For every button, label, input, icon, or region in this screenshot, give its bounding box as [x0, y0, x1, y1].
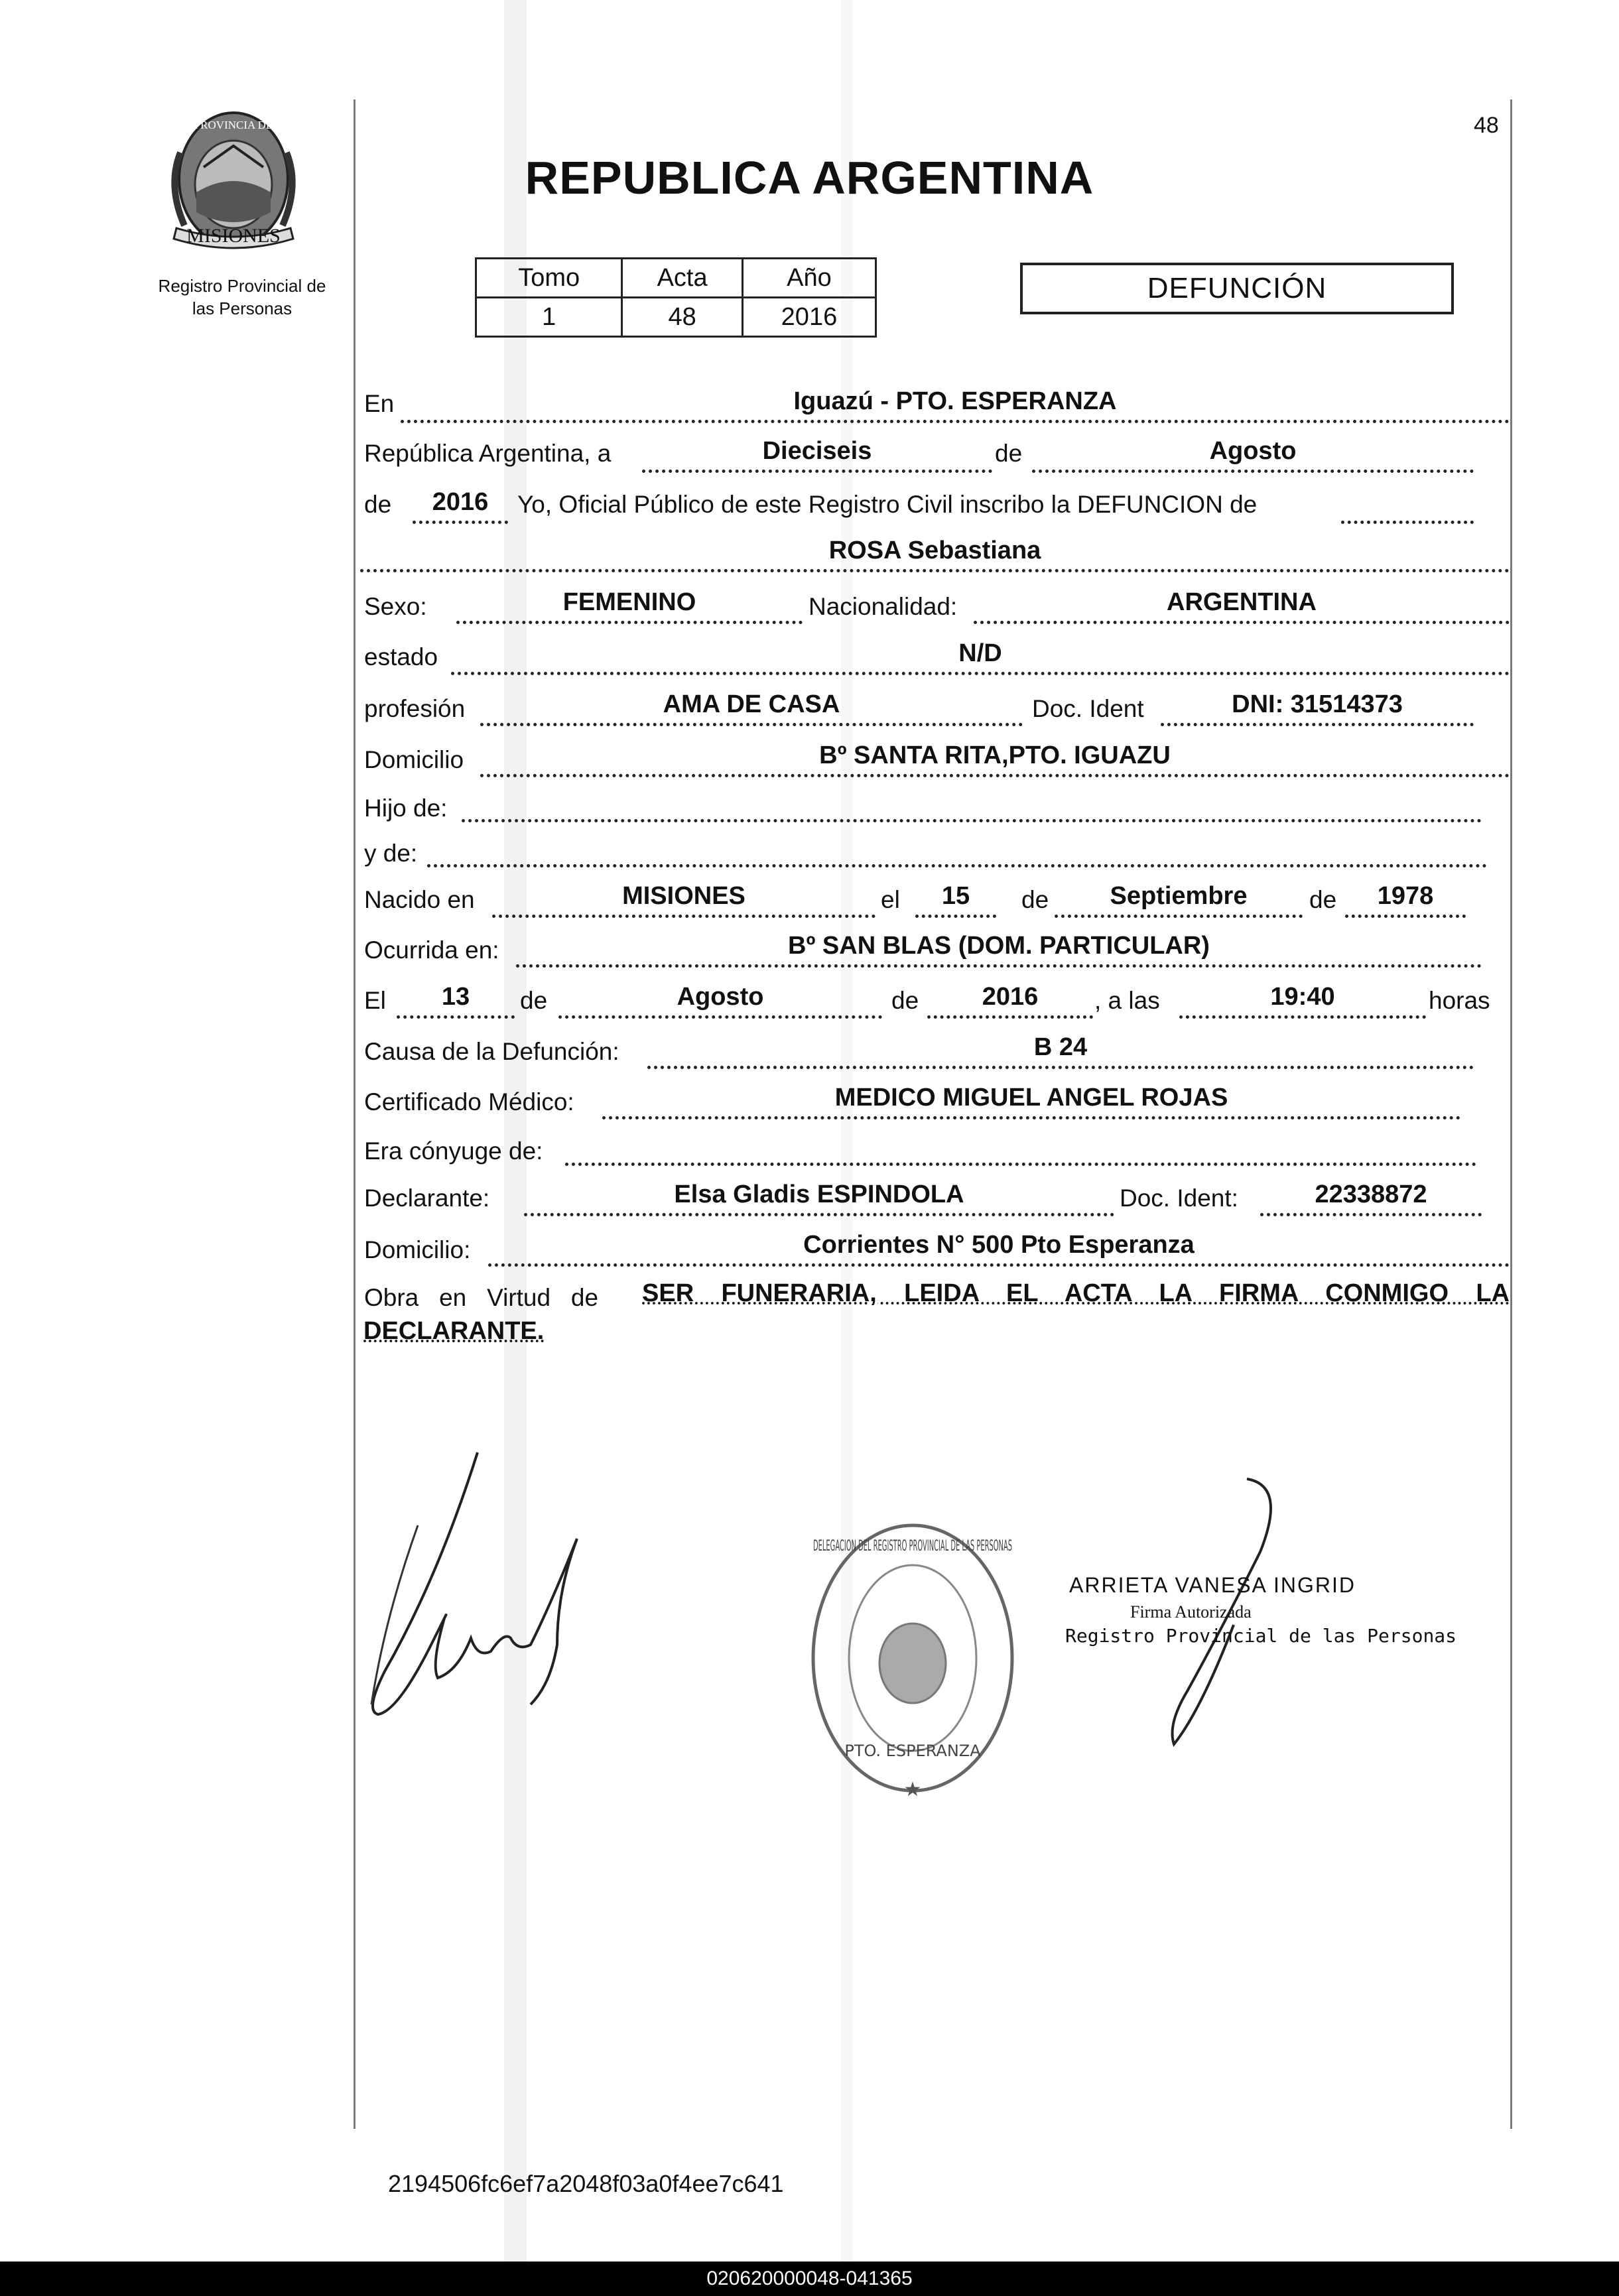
right-frame-line	[1510, 99, 1512, 2129]
doc-label: Doc. Ident	[1032, 695, 1144, 722]
republica-label: República Argentina, a	[364, 440, 612, 467]
father-field	[462, 788, 1482, 822]
acta-label: Acta	[622, 259, 743, 298]
nacido-label: Nacido en	[364, 886, 475, 913]
el-label: El	[364, 987, 386, 1014]
acta-value: 48	[622, 298, 743, 337]
footer-barcode-text: 020620000048-041365	[0, 2262, 1619, 2296]
seal-text-bottom: MISIONES	[186, 225, 281, 247]
deceased-name-value: ROSA Sebastiana	[828, 537, 1041, 564]
oficial-text: Yo, Oficial Público de este Registro Civil inscribo la DEFUNCION de	[517, 491, 1258, 518]
en-label: En	[364, 390, 395, 417]
conyuge-label: Era cónyuge de:	[364, 1137, 543, 1165]
registry-caption	[129, 275, 355, 320]
profesion-label: profesión	[364, 695, 466, 722]
declarant-doc-field	[1260, 1182, 1482, 1216]
registry-stamp	[793, 1504, 1032, 1816]
sex-field	[456, 590, 803, 624]
mother-field	[427, 833, 1487, 867]
document-hash: 2194506fc6ef7a2048f03a0f4ee7c641	[388, 2170, 784, 2197]
certificate-value: MEDICO MIGUEL ANGEL ROJAS	[834, 1084, 1228, 1112]
death-month-field	[558, 984, 882, 1019]
spouse-field	[565, 1131, 1476, 1166]
death-place-value: Bº SAN BLAS (DOM. PARTICULAR)	[788, 932, 1210, 960]
horas-label: horas	[1429, 987, 1490, 1014]
certificado-label: Certificado Médico:	[364, 1088, 574, 1116]
declarant-value: Elsa Gladis ESPINDOLA	[674, 1180, 964, 1208]
nationality-value: ARGENTINA	[1167, 588, 1317, 616]
ocurrida-label: Ocurrida en:	[364, 936, 499, 964]
registry-caption-line2: las Personas	[192, 298, 292, 318]
seal-text-top: PROVINCIA DE	[194, 119, 273, 131]
death-time-value: 19:40	[1270, 983, 1335, 1011]
cause-value: B 24	[1033, 1033, 1088, 1061]
obra-text: SER FUNERARIA, LEIDA EL ACTA LA FIRMA CONMIGO LA	[642, 1279, 1510, 1307]
anio-value: 2016	[742, 298, 875, 337]
birthplace-field	[492, 883, 875, 918]
official-registry: Registro Provincial de las Personas	[1065, 1625, 1457, 1647]
address-value: Bº SANTA RITA,PTO. IGUAZU	[819, 741, 1171, 769]
death-year-field	[927, 984, 1093, 1019]
doc-field	[1161, 692, 1474, 726]
death-place-field	[516, 933, 1482, 968]
birthplace-value: MISIONES	[622, 882, 745, 910]
scan-fold	[504, 0, 527, 2262]
tomo-value: 1	[476, 298, 622, 337]
domicilio2-label: Domicilio:	[364, 1236, 471, 1263]
death-day-value: 13	[441, 983, 470, 1011]
year-text-field	[413, 489, 508, 524]
blank-field	[1341, 489, 1474, 524]
record-type-box: DEFUNCIÓN	[1020, 263, 1454, 314]
a-las-label: , a las	[1094, 987, 1160, 1014]
de-label: de	[1309, 886, 1337, 913]
official-title: Firma Autorizada	[1130, 1602, 1252, 1622]
profession-field	[480, 692, 1023, 726]
place-value: Iguazú - PTO. ESPERANZA	[793, 387, 1117, 415]
address-field	[480, 743, 1510, 777]
birth-month-value: Septiembre	[1110, 882, 1248, 910]
birth-day-value: 15	[941, 882, 970, 910]
obra-label: Obra en Virtud de	[364, 1284, 599, 1311]
death-time-field	[1179, 984, 1426, 1019]
day-text-value: Dieciseis	[762, 437, 872, 465]
nacionalidad-label: Nacionalidad:	[809, 593, 958, 620]
birth-year-value: 1978	[1377, 882, 1434, 910]
declarant-doc-value: 22338872	[1315, 1180, 1427, 1208]
official-name: ARRIETA VANESA INGRID	[1069, 1573, 1356, 1597]
declarant-field	[524, 1182, 1114, 1216]
domicilio-label: Domicilio	[364, 746, 464, 773]
tomo-label: Tomo	[476, 259, 622, 298]
marital-status-value: N/D	[958, 639, 1002, 667]
birth-year-field	[1345, 883, 1466, 918]
page-number: 48	[1474, 113, 1499, 138]
y-de-label: y de:	[364, 840, 418, 867]
month-text-field	[1032, 438, 1474, 473]
left-frame-line	[354, 99, 356, 2129]
de-label: de	[1021, 886, 1049, 913]
certificate-field	[602, 1085, 1460, 1119]
star-icon: ★	[903, 1779, 922, 1801]
scan-fold	[841, 0, 853, 2262]
record-number-table	[475, 257, 877, 338]
estado-label: estado	[364, 643, 438, 670]
el-label: el	[881, 886, 900, 913]
deceased-name-field	[360, 538, 1510, 572]
nationality-field	[974, 590, 1510, 624]
declarant-address-value: Corrientes N° 500 Pto Esperanza	[803, 1231, 1195, 1259]
sexo-label: Sexo:	[364, 593, 427, 620]
causa-label: Causa de la Defunción:	[364, 1038, 619, 1065]
place-field	[401, 389, 1510, 423]
stamp-ring-text: DELEGACION DEL REGISTRO PROVINCIAL DE LAS PERSONAS	[813, 1538, 1012, 1555]
registry-caption-line1: Registro Provincial de	[158, 276, 326, 296]
cause-field	[647, 1035, 1474, 1069]
profession-value: AMA DE CASA	[663, 690, 840, 718]
de-label: de	[995, 440, 1023, 467]
month-text-value: Agosto	[1209, 437, 1297, 465]
sex-value: FEMENINO	[562, 588, 696, 616]
death-day-field	[397, 984, 515, 1019]
death-year-value: 2016	[982, 983, 1039, 1011]
obra-text-continued: DECLARANTE.	[363, 1317, 545, 1345]
declarant-signature	[358, 1446, 610, 1738]
de-label: de	[520, 987, 548, 1014]
marital-status-field	[451, 641, 1510, 675]
stamp-inner-text: PTO. ESPERANZA	[844, 1742, 981, 1760]
declarante-label: Declarante:	[364, 1184, 490, 1212]
death-month-value: Agosto	[677, 983, 764, 1011]
page-title: REPUBLICA ARGENTINA	[525, 152, 1094, 204]
birth-day-field	[915, 883, 996, 918]
anio-label: Año	[742, 259, 875, 298]
declarant-address-field	[488, 1232, 1510, 1267]
de-label: de	[364, 491, 392, 518]
de-label: de	[891, 987, 919, 1014]
doc-ident-label: Doc. Ident:	[1120, 1184, 1238, 1212]
year-text-value: 2016	[432, 488, 489, 516]
hijo-label: Hijo de:	[364, 795, 448, 822]
day-text-field	[642, 438, 992, 473]
birth-month-field	[1055, 883, 1303, 918]
doc-value: DNI: 31514373	[1232, 690, 1403, 718]
